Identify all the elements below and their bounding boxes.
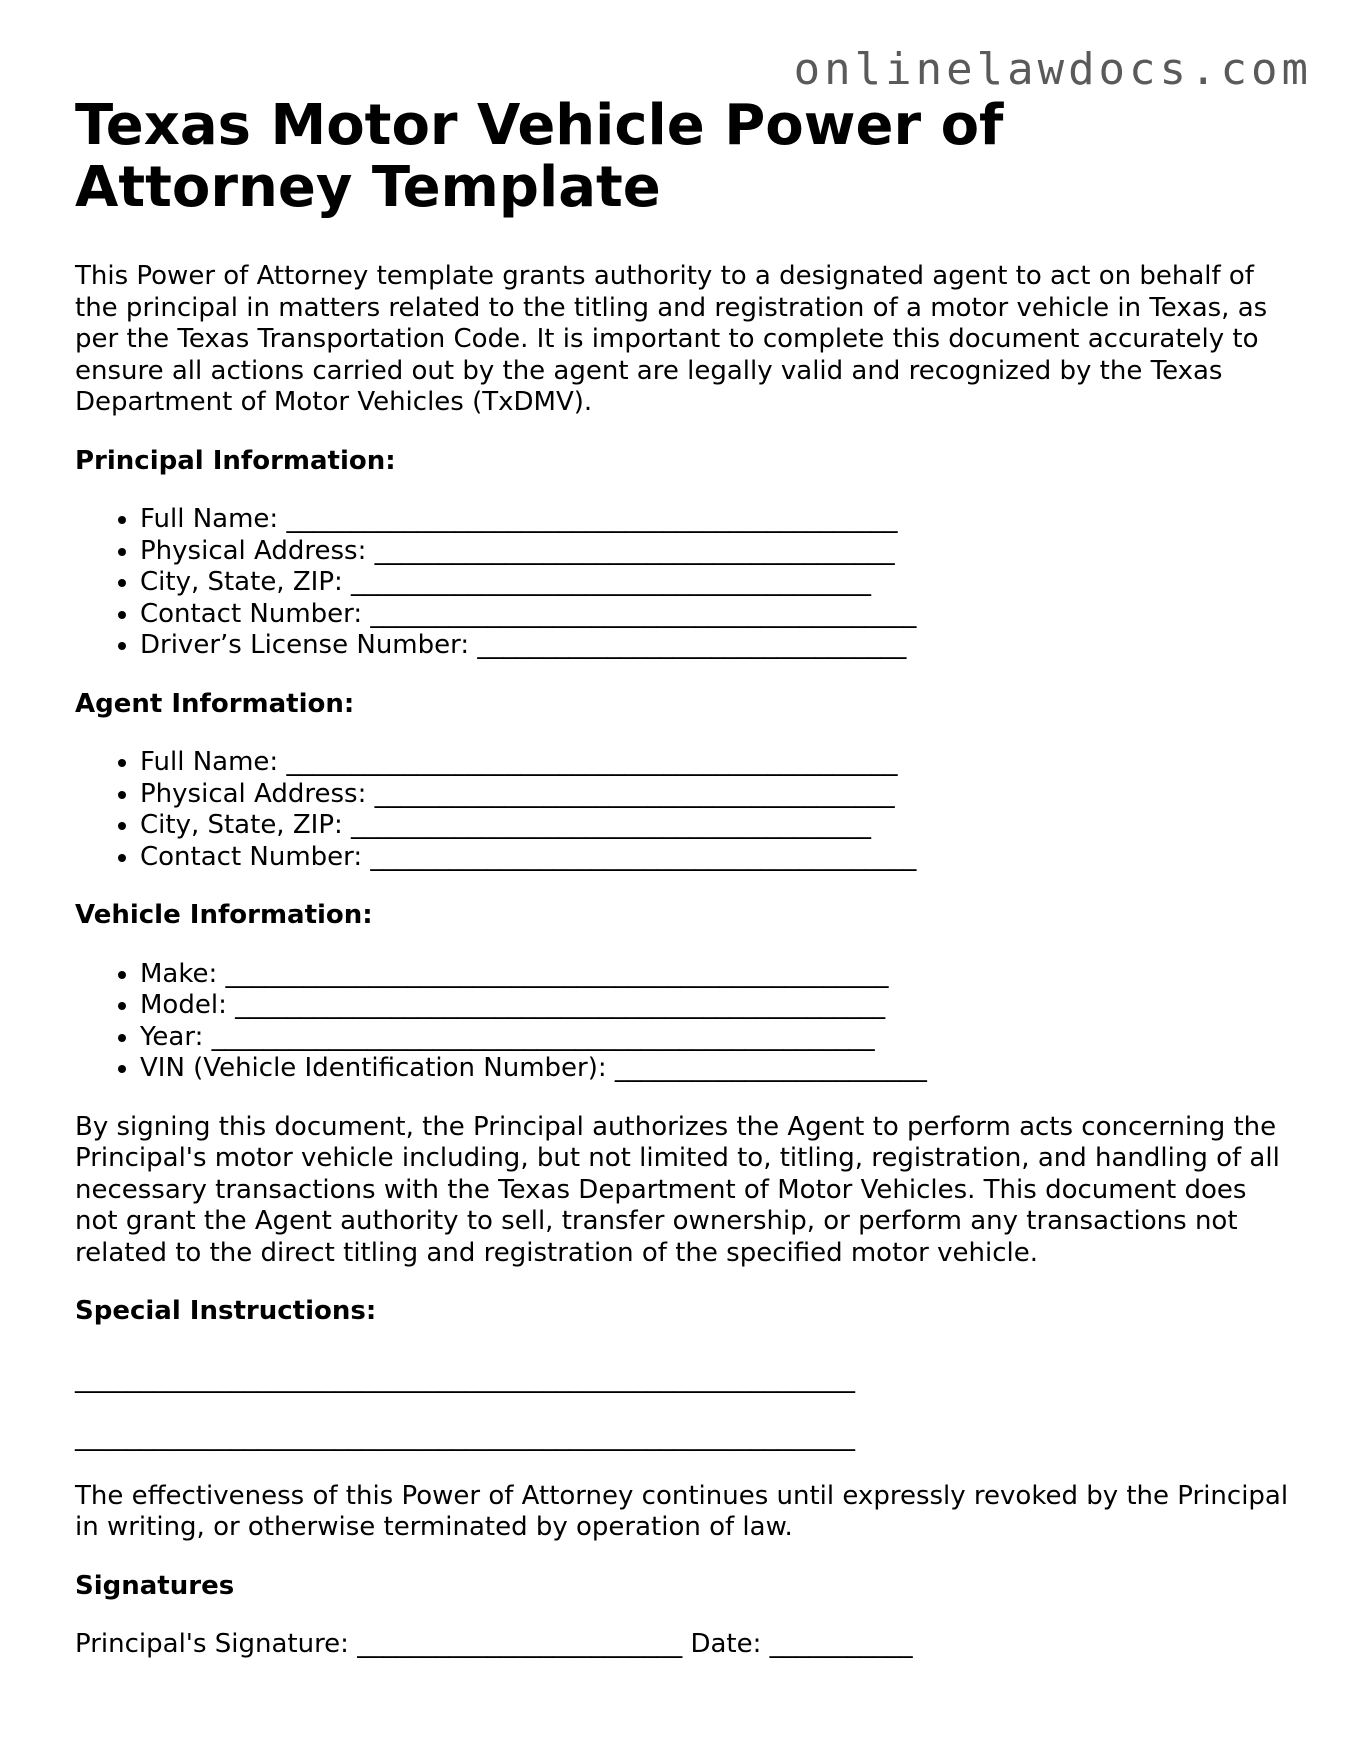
effectiveness-paragraph: The effectiveness of this Power of Attorney continues until expressly revoked by the Principal in writing, or otherwise terminated by operation of law. [75, 1480, 1289, 1542]
vehicle-model-field[interactable]: • Model: __________________________________________________ [140, 990, 1290, 1022]
principal-contact-number-field[interactable]: • Contact Number: __________________________________________ [140, 599, 1290, 631]
vehicle-heading: Vehicle Information: [75, 900, 373, 930]
principal-license-number-field[interactable]: • Driver’s License Number: _________________________________ [140, 630, 1290, 662]
special-instructions-line-1[interactable]: ____________________________________________________________ [75, 1363, 855, 1394]
vehicle-vin-field[interactable]: • VIN (Vehicle Identification Number): ________________________ [140, 1053, 1290, 1085]
vehicle-fields [75, 959, 1290, 1085]
document-page [75, 95, 1290, 1661]
agent-address-field[interactable]: • Physical Address: ________________________________________ [140, 779, 1290, 811]
special-instructions-line-2[interactable]: ____________________________________________________________ [75, 1422, 855, 1452]
authorization-paragraph: By signing this document, the Principal authorizes the Agent to perform acts concerning the Principal's motor vehicle including, but not limited to, titling, registration, and handling of all necessary transactions with the Texas Department of Motor Vehicles. This document does not grant the Agent authority to sell, transfer ownership, or perform any transactions not related to the direct titling and registration of the specified motor vehicle. [75, 1111, 1280, 1268]
principal-full-name-field[interactable]: • Full Name: _______________________________________________ [140, 504, 1290, 536]
principal-city-state-zip-field[interactable]: • City, State, ZIP: ________________________________________ [140, 567, 1290, 599]
signatures-heading: Signatures [75, 1570, 235, 1601]
agent-city-state-zip-field[interactable]: • City, State, ZIP: ________________________________________ [140, 810, 1290, 842]
intro-paragraph: This Power of Attorney template grants authority to a designated agent to act on behalf of the principal in matters related to the titling and registration of a motor vehicle in Texas, as per the Texas Transportation Code. It is important to complete this document accurately to ensure all actions carried out by the agent are legally valid and recognized by the Texas Department of Motor Vehicles (TxDMV). [75, 261, 1268, 417]
principal-fields [75, 504, 1290, 662]
agent-full-name-field[interactable]: • Full Name: _______________________________________________ [140, 747, 1290, 779]
agent-fields [75, 747, 1290, 873]
principal-signature-line[interactable]: Principal's Signature: _________________________ Date: ___________ [75, 1629, 913, 1659]
special-instructions-heading: Special Instructions: [75, 1296, 377, 1326]
document-title: Texas Motor Vehicle Power of Attorney Template [75, 93, 1004, 220]
agent-contact-number-field[interactable]: • Contact Number: __________________________________________ [140, 842, 1290, 874]
principal-address-field[interactable]: • Physical Address: ________________________________________ [140, 536, 1290, 568]
principal-heading: Principal Information: [75, 445, 396, 476]
watermark: onlinelawdocs.com [793, 44, 1312, 95]
agent-heading: Agent Information: [75, 688, 355, 719]
vehicle-make-field[interactable]: • Make: ___________________________________________________ [140, 959, 1290, 991]
vehicle-year-field[interactable]: • Year: ___________________________________________________ [140, 1022, 1290, 1054]
